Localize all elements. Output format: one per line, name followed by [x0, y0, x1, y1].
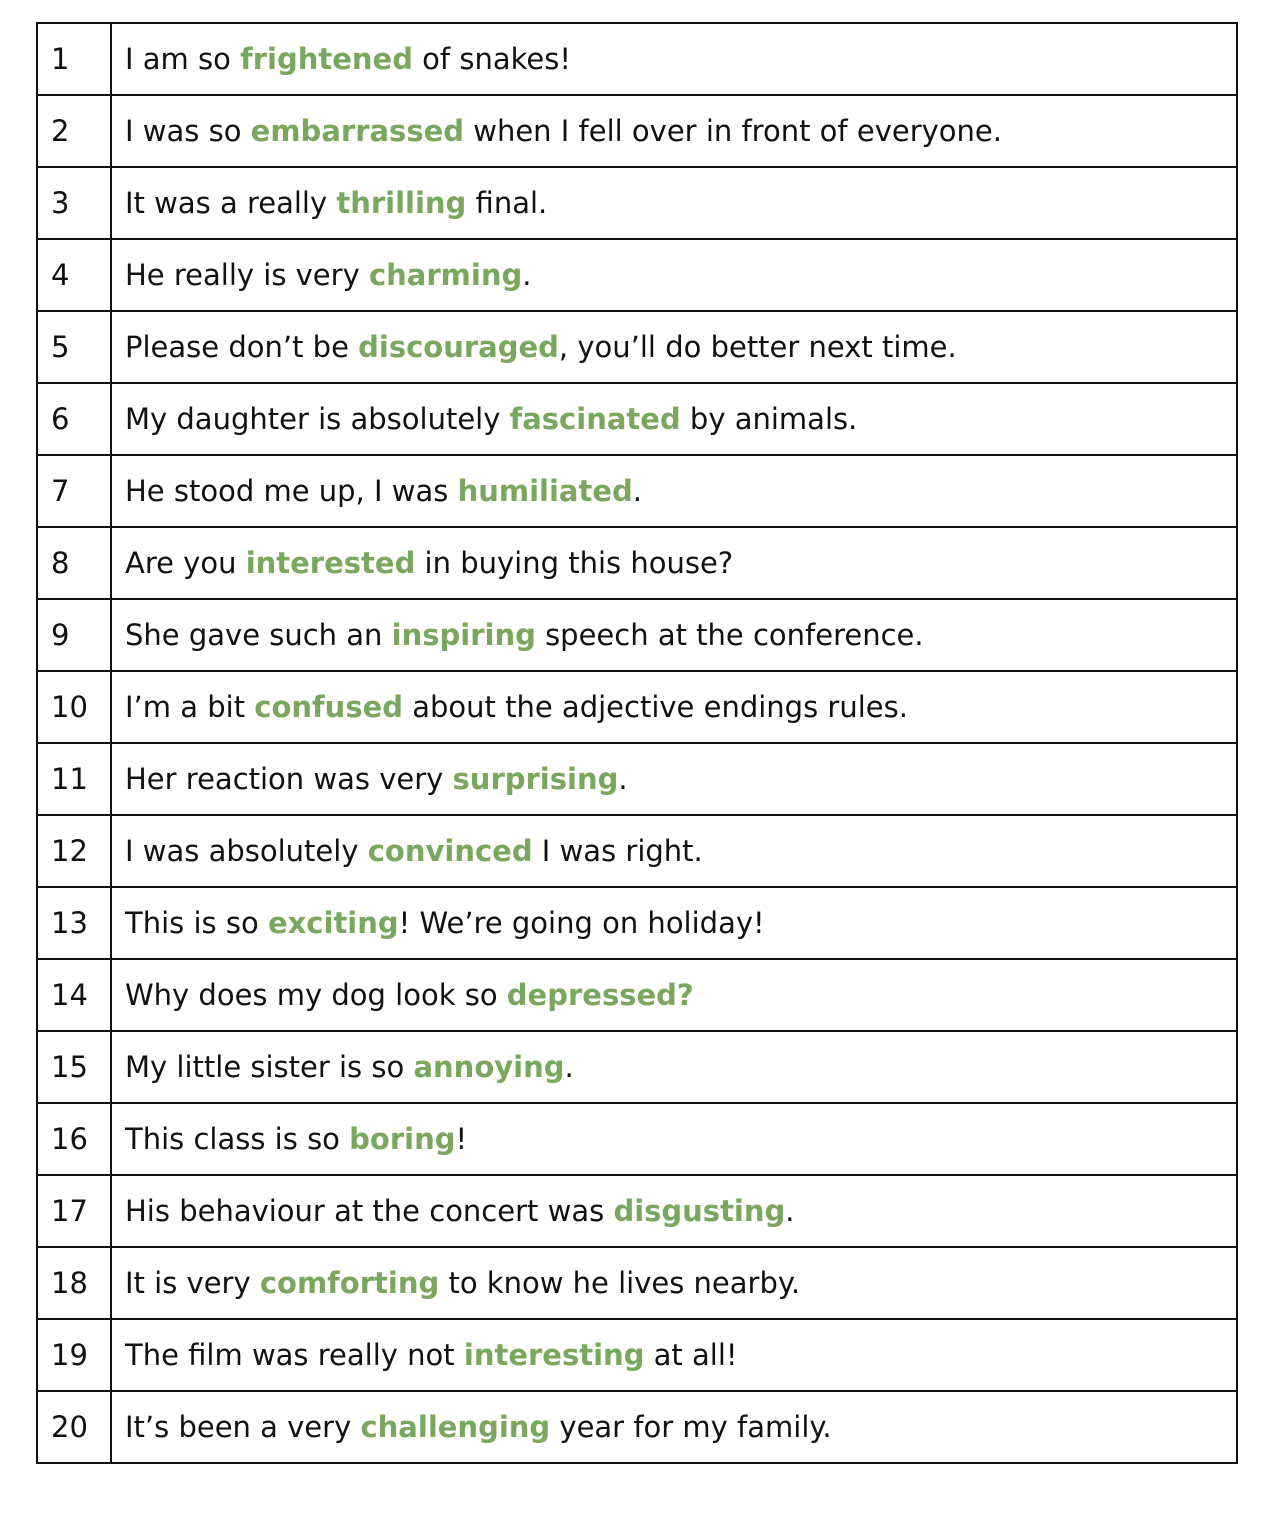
sentence-cell: [111, 599, 1237, 671]
sentence-text-after: by animals.: [680, 401, 858, 436]
table-row: [37, 1247, 1237, 1319]
sentence-cell: [111, 1031, 1237, 1103]
sentence-text-before: He really is very: [125, 257, 369, 292]
sentence-cell: [111, 887, 1237, 959]
sentence-text-before: His behaviour at the concert was: [125, 1193, 614, 1228]
highlighted-adjective: inspiring: [391, 617, 536, 652]
sentence-text-after: I was right.: [532, 833, 703, 868]
sentence-text-before: She gave such an: [125, 617, 392, 652]
sentence-text-after: ! We’re going on holiday!: [398, 905, 765, 940]
sentence-text-after: final.: [466, 185, 548, 220]
highlighted-adjective: confused: [254, 689, 404, 724]
sentence-text-after: .: [632, 473, 643, 508]
row-number: 20: [37, 1391, 111, 1463]
row-number: 13: [37, 887, 111, 959]
sentence-text-before: I was absolutely: [125, 833, 368, 868]
sentence-text-before: I’m a bit: [125, 689, 255, 724]
sentence-text-before: The film was really not: [125, 1337, 464, 1372]
table-row: [37, 1031, 1237, 1103]
sentence-cell: [111, 743, 1237, 815]
highlighted-adjective: boring: [349, 1121, 456, 1156]
sentence-table-body: [37, 23, 1237, 1463]
row-number: 8: [37, 527, 111, 599]
row-number: 5: [37, 311, 111, 383]
table-row: [37, 1319, 1237, 1391]
row-number: 4: [37, 239, 111, 311]
sentence-cell: [111, 671, 1237, 743]
highlighted-adjective: fascinated: [509, 401, 681, 436]
highlighted-adjective: discouraged: [358, 329, 559, 364]
sentence-text-before: Why does my dog look so: [125, 977, 507, 1012]
sentence-text-before: This is so: [125, 905, 268, 940]
sentence-text-before: My little sister is so: [125, 1049, 414, 1084]
highlighted-adjective: surprising: [452, 761, 619, 796]
row-number: 17: [37, 1175, 111, 1247]
sentence-text-before: This class is so: [125, 1121, 350, 1156]
table-row: [37, 383, 1237, 455]
table-row: [37, 455, 1237, 527]
table-row: [37, 815, 1237, 887]
sentence-cell: [111, 1175, 1237, 1247]
row-number: 18: [37, 1247, 111, 1319]
sentence-cell: [111, 455, 1237, 527]
highlighted-adjective: depressed?: [506, 977, 694, 1012]
sentence-cell: [111, 23, 1237, 95]
sentence-text-before: Are you: [125, 545, 246, 580]
row-number: 6: [37, 383, 111, 455]
sentence-cell: [111, 383, 1237, 455]
row-number: 16: [37, 1103, 111, 1175]
sentence-text-before: I was so: [125, 113, 251, 148]
sentence-text-after: .: [564, 1049, 574, 1084]
row-number: 3: [37, 167, 111, 239]
table-row: [37, 23, 1237, 95]
table-row: [37, 1103, 1237, 1175]
sentence-cell: [111, 527, 1237, 599]
row-number: 15: [37, 1031, 111, 1103]
table-row: [37, 167, 1237, 239]
row-number: 1: [37, 23, 111, 95]
sentence-cell: [111, 1319, 1237, 1391]
highlighted-adjective: annoying: [413, 1049, 565, 1084]
sentence-text-after: .: [785, 1193, 795, 1228]
row-number: 14: [37, 959, 111, 1031]
table-row: [37, 671, 1237, 743]
sentence-text-before: It was a really: [125, 185, 337, 220]
sentence-cell: [111, 239, 1237, 311]
sentence-cell: [111, 1247, 1237, 1319]
sentence-text-after: about the adjective endings rules.: [403, 689, 908, 724]
sentence-text-after: at all!: [644, 1337, 738, 1372]
table-row: [37, 743, 1237, 815]
sentence-text-before: He stood me up, I was: [125, 473, 458, 508]
sentence-text-before: It’s been a very: [125, 1409, 361, 1444]
row-number: 19: [37, 1319, 111, 1391]
row-number: 12: [37, 815, 111, 887]
sentence-text-before: Her reaction was very: [125, 761, 453, 796]
highlighted-adjective: embarrassed: [250, 113, 465, 148]
sentence-text-before: I am so: [125, 41, 241, 76]
sentence-text-after: speech at the conference.: [535, 617, 924, 652]
sentence-text-after: of snakes!: [412, 41, 571, 76]
row-number: 10: [37, 671, 111, 743]
highlighted-adjective: interested: [245, 545, 416, 580]
sentence-text-before: My daughter is absolutely: [125, 401, 510, 436]
table-row: [37, 239, 1237, 311]
sentence-cell: [111, 311, 1237, 383]
table-row: [37, 311, 1237, 383]
table-row: [37, 599, 1237, 671]
table-row: [37, 959, 1237, 1031]
sentence-cell: [111, 959, 1237, 1031]
sentence-text-before: It is very: [125, 1265, 260, 1300]
row-number: 2: [37, 95, 111, 167]
highlighted-adjective: frightened: [240, 41, 413, 76]
sentence-table: [36, 22, 1238, 1464]
highlighted-adjective: charming: [368, 257, 523, 292]
highlighted-adjective: challenging: [360, 1409, 551, 1444]
sentence-text-after: in buying this house?: [415, 545, 734, 580]
table-row: [37, 1175, 1237, 1247]
highlighted-adjective: exciting: [267, 905, 399, 940]
sentence-cell: [111, 1391, 1237, 1463]
sentence-text-after: to know he lives nearby.: [439, 1265, 801, 1300]
highlighted-adjective: disgusting: [613, 1193, 786, 1228]
sentence-text-after: !: [455, 1121, 468, 1156]
sentence-text-after: .: [618, 761, 628, 796]
table-row: [37, 1391, 1237, 1463]
sentence-cell: [111, 95, 1237, 167]
table-row: [37, 887, 1237, 959]
sentence-text-after: , you’ll do better next time.: [558, 329, 957, 364]
highlighted-adjective: convinced: [367, 833, 533, 868]
sentence-text-after: year for my family.: [550, 1409, 832, 1444]
row-number: 9: [37, 599, 111, 671]
sentence-cell: [111, 1103, 1237, 1175]
sentence-cell: [111, 815, 1237, 887]
highlighted-adjective: humiliated: [457, 473, 633, 508]
table-row: [37, 527, 1237, 599]
row-number: 11: [37, 743, 111, 815]
sentence-cell: [111, 167, 1237, 239]
sentence-text-after: when I fell over in front of everyone.: [464, 113, 1002, 148]
highlighted-adjective: thrilling: [336, 185, 467, 220]
sentence-text-after: .: [522, 257, 532, 292]
highlighted-adjective: interesting: [463, 1337, 645, 1372]
table-row: [37, 95, 1237, 167]
highlighted-adjective: comforting: [259, 1265, 440, 1300]
row-number: 7: [37, 455, 111, 527]
sentence-text-before: Please don’t be: [125, 329, 359, 364]
